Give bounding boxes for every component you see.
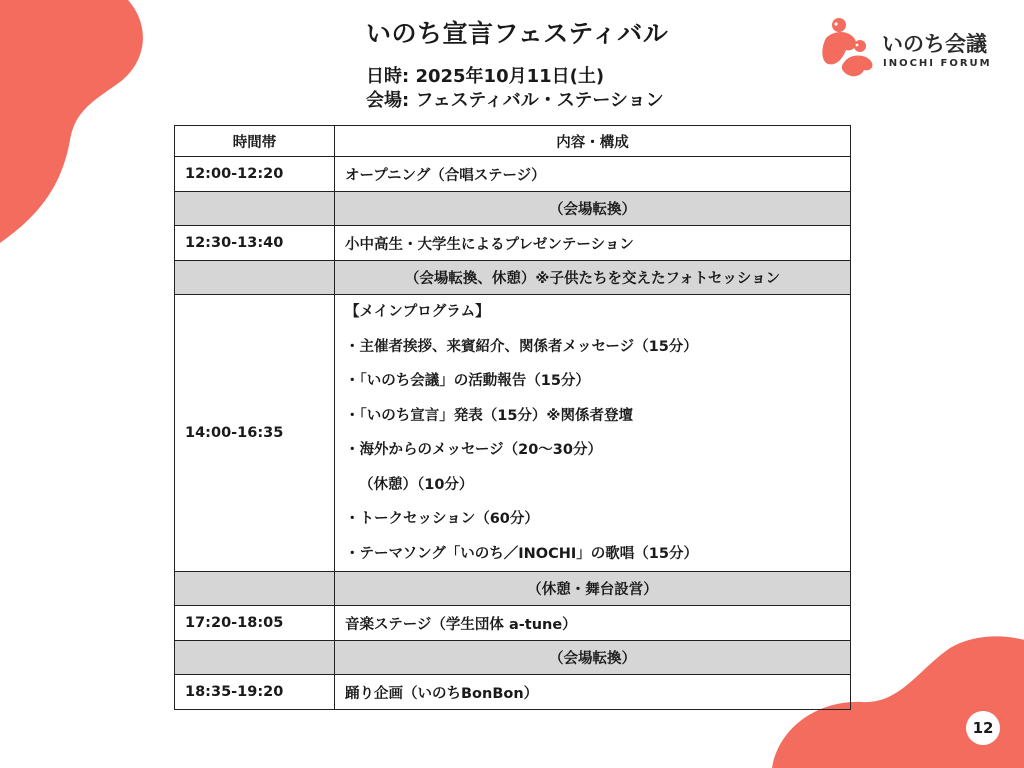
schedule-table (174, 125, 851, 710)
table-row (175, 606, 851, 641)
time-cell (175, 261, 335, 295)
content-cell: （休憩・舞台設営） (335, 572, 851, 606)
time-cell (175, 572, 335, 606)
time-cell: 17:20-18:05 (175, 606, 335, 641)
content-cell: オープニング（合唱ステージ） (335, 157, 851, 192)
table-row-main-program (175, 295, 851, 572)
inochi-forum-logo (820, 14, 1000, 80)
program-line: ・「いのち宣言」発表（15分）※関係者登壇 (345, 407, 634, 424)
program-line: ・トークセッション（60分） (345, 511, 539, 527)
table-row (175, 675, 851, 710)
content-cell: 踊り企画（いのちBonBon） (335, 675, 851, 710)
event-venue: 会場: フェスティバル・ステーション (366, 90, 664, 111)
program-line: （休憩）（10分） (359, 476, 474, 493)
inochi-figures-icon (820, 16, 878, 78)
time-cell: 12:00-12:20 (175, 157, 335, 192)
logo-subtitle: INOCHI FORUM (883, 58, 992, 69)
time-cell (175, 192, 335, 226)
event-date: 日時: 2025年10月11日(土) (366, 66, 605, 87)
content-cell: 小中高生・大学生によるプレゼンテーション (335, 226, 851, 261)
time-cell (175, 641, 335, 675)
program-line: ・海外からのメッセージ（20〜30分） (345, 442, 602, 458)
table-row-transition (175, 261, 851, 295)
table-row (175, 226, 851, 261)
table-row-transition (175, 572, 851, 606)
table-row-transition (175, 192, 851, 226)
header-content: 内容・構成 (335, 126, 851, 157)
time-cell: 18:35-19:20 (175, 675, 335, 710)
content-cell: （会場転換、休憩）※子供たちを交えたフォトセッション (335, 261, 851, 295)
program-line: ・主催者挨拶、来賓紹介、関係者メッセージ（15分） (345, 338, 698, 355)
program-line: 【メインプログラム】 (345, 304, 490, 320)
logo-name: いのち会議 (882, 32, 987, 56)
header-time-slot: 時間帯 (175, 126, 335, 157)
page-title: いのち宣言フェスティバル (366, 19, 669, 48)
table-row (175, 157, 851, 192)
program-line: ・「いのち会議」の活動報告（15分） (345, 373, 590, 389)
time-cell: 14:00-16:35 (175, 295, 335, 572)
content-cell: （会場転換） (335, 641, 851, 675)
content-cell: （会場転換） (335, 192, 851, 226)
content-cell: 音楽ステージ（学生団体 a-tune） (335, 606, 851, 641)
table-header-row (175, 126, 851, 157)
time-cell: 12:30-13:40 (175, 226, 335, 261)
content-cell (335, 295, 851, 572)
top-left-blob (0, 0, 143, 243)
program-line: ・テーマソング「いのち／INOCHI」の歌唱（15分） (345, 545, 698, 562)
table-row-transition (175, 641, 851, 675)
page-number: 12 (966, 711, 1000, 745)
